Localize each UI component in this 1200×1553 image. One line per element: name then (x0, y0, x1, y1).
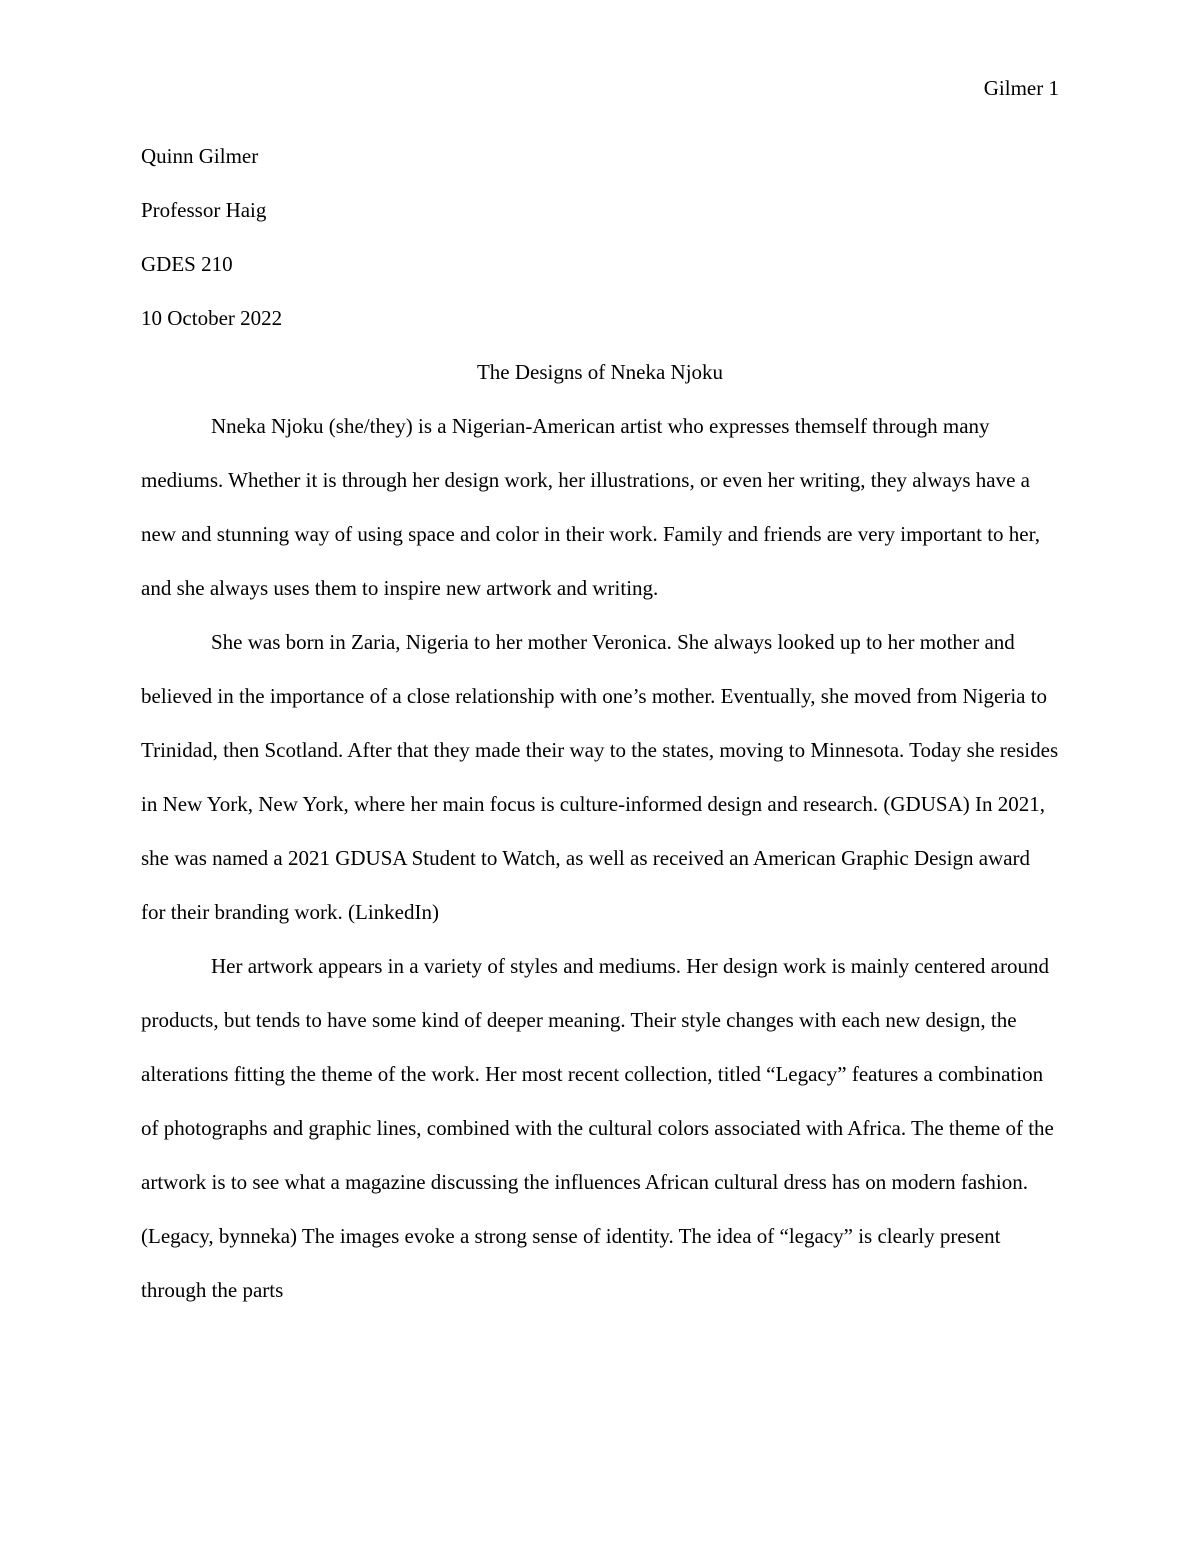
essay-body (141, 129, 1059, 1317)
essay-title: The Designs of Nneka Njoku (476, 360, 724, 384)
course-code: GDES 210 (141, 252, 233, 276)
professor-name: Professor Haig (141, 198, 267, 222)
paragraph-1: Nneka Njoku (she/they) is a Nigerian-American artist who expresses themself through many mediums. Whether it is through her design work, her illustrations, or even her writing, they always have a new and stunning way of using space and color in their work. Family and friends are very important to her, and she always uses them to inspire new artwork and writing. (141, 414, 1041, 600)
paragraph-2: She was born in Zaria, Nigeria to her mother Veronica. She always looked up to her mother and believed in the importance of a close relationship with one’s mother. Eventually, she moved from Nigeria to Trinidad, then Scotland. After that they made their way to the states, moving to Minnesota. Today she resides in New York, New York, where her main focus is culture-informed design and research. (GDUSA) In 2021, she was named a 2021 GDUSA Student to Watch, as well as received an American Graphic Design award for their branding work. (LinkedIn) (141, 630, 1059, 924)
student-name: Quinn Gilmer (141, 144, 259, 168)
running-head: Gilmer 1 (983, 76, 1059, 100)
essay-date: 10 October 2022 (141, 306, 283, 330)
paragraph-3: Her artwork appears in a variety of styles and mediums. Her design work is mainly centered around products, but tends to have some kind of deeper meaning. Their style changes with each new design, the alterations fitting the theme of the work. Her most recent collection, titled “Legacy” features a combination of photographs and graphic lines, combined with the cultural colors associated with Africa. The theme of the artwork is to see what a magazine discussing the influences African cultural dress has on modern fashion. (Legacy, bynneka) The images evoke a strong sense of identity. The idea of “legacy” is clearly present through the parts (141, 954, 1054, 1302)
